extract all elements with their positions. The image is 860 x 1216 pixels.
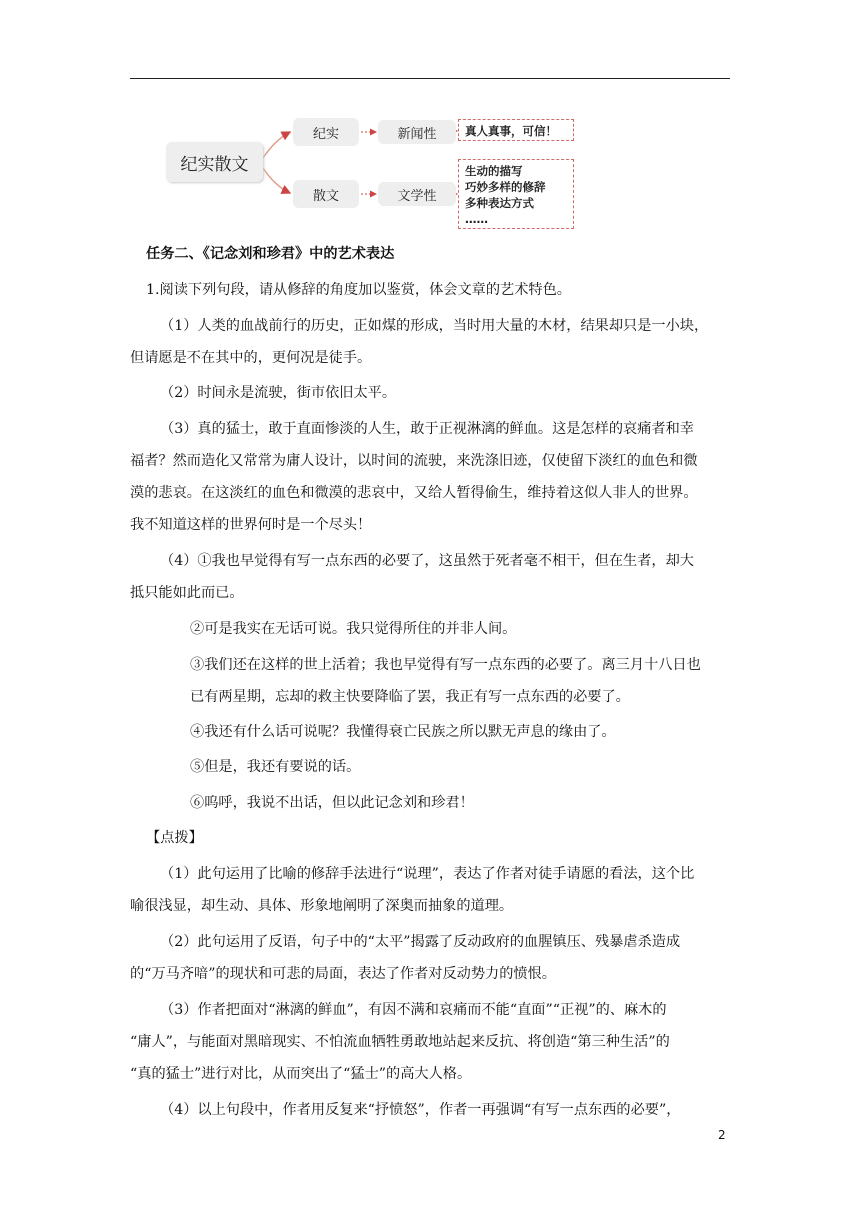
hint-label: 【点拨】	[146, 830, 203, 846]
text-line: ③我们还在这样的世上活着；我也早觉得有写一点东西的必要了。离三月十八日也	[190, 657, 701, 673]
text-line: 福者？然而造化又常常为庸人设计，以时间的流驶，来洗涤旧迹，仅使留下淡红的血色和微	[130, 453, 698, 469]
text-line: ⑤但是，我还有要说的话。	[190, 759, 361, 775]
diagram-root: 纪实散文	[166, 142, 263, 182]
text-line: ⑥呜呼，我说不出话，但以此记念刘和珍君！	[190, 795, 474, 811]
diagram-top-branch: 纪实	[293, 118, 359, 146]
text-line: 喻很浅显，却生动、具体、形象地阐明了深奥而抽象的道理。	[130, 898, 514, 914]
bottom-note-2: 巧妙多样的修辞	[465, 180, 546, 194]
text-line: 抵只能如此而已。	[130, 585, 244, 601]
task-heading: 任务二、《记念刘和珍君》中的艺术表达	[146, 246, 395, 262]
diagram-bottom-branch: 散文	[293, 180, 359, 208]
text-line: （1）此句运用了比喻的修辞手法进行“说理”，表达了作者对徒手请愿的看法，这个比	[160, 866, 695, 882]
text-line: ④我还有什么话可说呢？我懂得衰亡民族之所以默无声息的缘由了。	[190, 724, 616, 740]
text-line: 我不知道这样的世界何时是一个尽头！	[130, 517, 372, 533]
text-line: “真的猛士”进行对比，从而突出了“猛士”的高大人格。	[130, 1066, 472, 1082]
text-line: （2）时间永是流驶，街市依旧太平。	[160, 385, 397, 401]
text-line: （4）以上句段中，作者用反复来“抒愤怒”，作者一再强调“有写一点东西的必要”，	[160, 1102, 681, 1118]
text-line: （1）人类的血战前行的历史，正如煤的形成，当时用大量的木材，结果却只是一小块，	[160, 318, 709, 334]
text-line: 漠的悲哀。在这淡红的血色和微漠的悲哀中，又给人暂得偷生，维持着这似人非人的世界。	[130, 485, 698, 501]
text-line: ②可是我实在无话可说。我只觉得所住的并非人间。	[190, 621, 517, 637]
bottom-note-3: 多种表达方式	[465, 196, 534, 210]
text-line: 的“万马齐喑”的现状和可悲的局面，表达了作者对反动势力的愤恨。	[130, 966, 556, 982]
text-line: “庸人”，与能面对黑暗现实、不怕流血牺牲勇敢地站起来反抗、将创造“第三种生活”的	[130, 1034, 670, 1050]
diagram-bottom-notes	[458, 159, 574, 229]
instruction-line: 1.阅读下列句段，请从修辞的角度加以鉴赏，体会文章的艺术特色。	[146, 282, 571, 298]
diagram-top-note: 真人真事，可信！	[458, 119, 574, 141]
text-line: （2）此句运用了反语，句子中的“太平”揭露了反动政府的血腥镇压、残暴虐杀造成	[160, 934, 681, 950]
text-line: （3）真的猛士，敢于直面惨淡的人生，敢于正视淋漓的鲜血。这是怎样的哀痛者和幸	[160, 421, 694, 437]
diagram-bottom-property: 文学性	[378, 182, 456, 206]
bottom-note-1: 生动的描写	[465, 164, 523, 178]
diagram-top-property: 新闻性	[378, 120, 456, 144]
text-line: 已有两星期，忘却的救主快要降临了罢，我正有写一点东西的必要了。	[190, 689, 630, 705]
text-line: （4）①我也早觉得有写一点东西的必要了，这虽然于死者毫不相干，但在生者，却大	[160, 553, 694, 569]
page-number: 2	[718, 1128, 726, 1142]
bottom-note-4: ……	[465, 212, 488, 226]
concept-diagram	[0, 0, 860, 240]
text-line: 但请愿是不在其中的，更何况是徒手。	[130, 350, 372, 366]
text-line: （3）作者把面对“淋漓的鲜血”，有因不满和哀痛而不能“直面”“正视”的、麻木的	[160, 1002, 667, 1018]
